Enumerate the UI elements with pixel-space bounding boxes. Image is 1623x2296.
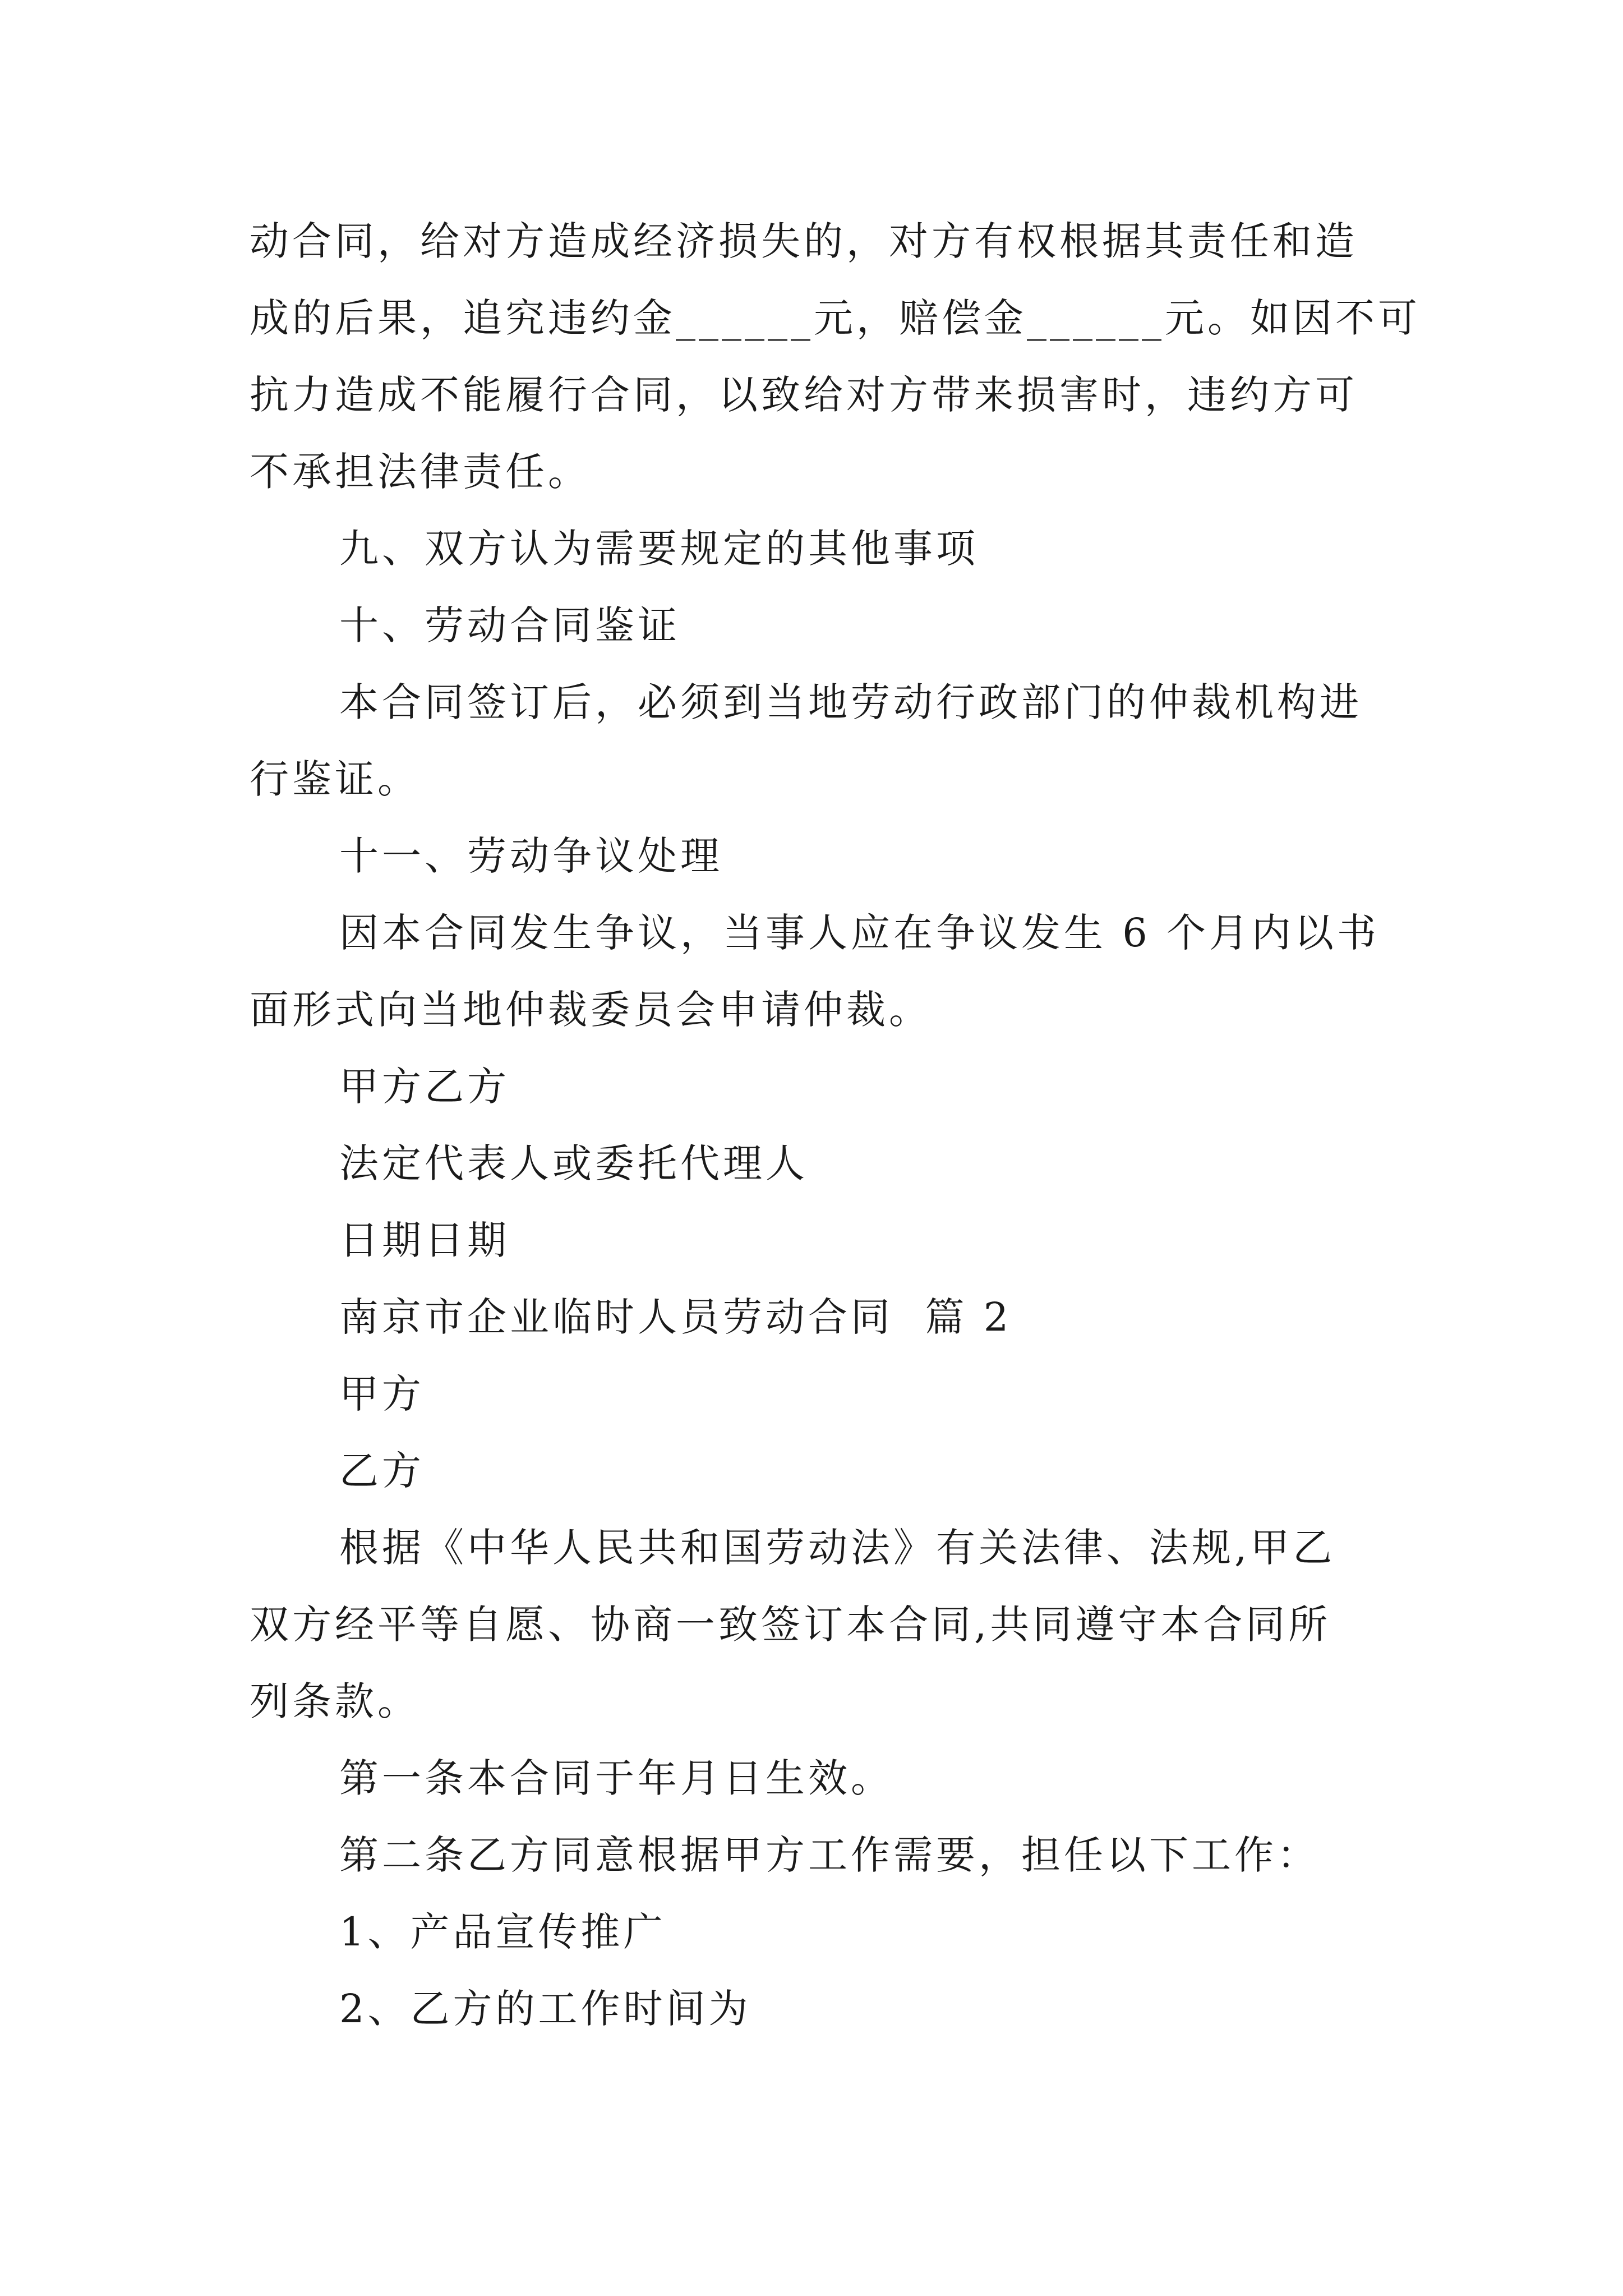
signature-line: 法定代表人或委托代理人 xyxy=(339,1140,808,1186)
section-heading: 九、双方认为需要规定的其他事项 xyxy=(339,526,979,572)
text-line: 双方经平等自愿、协商一致签订本合同,共同遵守本合同所 xyxy=(250,1602,1331,1648)
party-label: 甲方 xyxy=(339,1371,425,1417)
section-heading: 十、劳动合同鉴证 xyxy=(339,602,680,648)
text-line: 行鉴证。 xyxy=(250,756,420,802)
text-line: 动合同，给对方造成经济损失的，对方有权根据其责任和造 xyxy=(250,218,1358,264)
text-line: 根据《中华人民共和国劳动法》有关法律、法规,甲乙 xyxy=(339,1525,1336,1571)
text-line: 列条款。 xyxy=(250,1678,420,1724)
text-line: 成的后果，追究违约金______元，赔偿金______元。如因不可 xyxy=(250,295,1421,341)
signature-line: 甲方乙方 xyxy=(339,1064,510,1110)
text-line: 因本合同发生争议，当事人应在争议发生 6 个月内以书 xyxy=(339,910,1380,956)
list-item: 2、乙方的工作时间为 xyxy=(339,1986,751,2032)
text-line: 面形式向当地仲裁委员会申请仲裁。 xyxy=(250,987,932,1033)
section-heading: 十一、劳动争议处理 xyxy=(339,833,723,879)
clause-line: 第一条本合同于年月日生效。 xyxy=(339,1755,893,1801)
clause-line: 第二条乙方同意根据甲方工作需要，担任以下工作： xyxy=(339,1832,1320,1878)
signature-line: 日期日期 xyxy=(339,1217,510,1263)
text-line: 抗力造成不能履行合同，以致给对方带来损害时，违约方可 xyxy=(250,372,1358,418)
text-line: 本合同签订后，必须到当地劳动行政部门的仲裁机构进 xyxy=(339,679,1362,725)
party-label: 乙方 xyxy=(339,1448,425,1494)
text-line: 不承担法律责任。 xyxy=(250,449,591,495)
list-item: 1、产品宣传推广 xyxy=(339,1909,666,1955)
document-title: 南京市企业临时人员劳动合同 篇 2 xyxy=(339,1294,1012,1340)
